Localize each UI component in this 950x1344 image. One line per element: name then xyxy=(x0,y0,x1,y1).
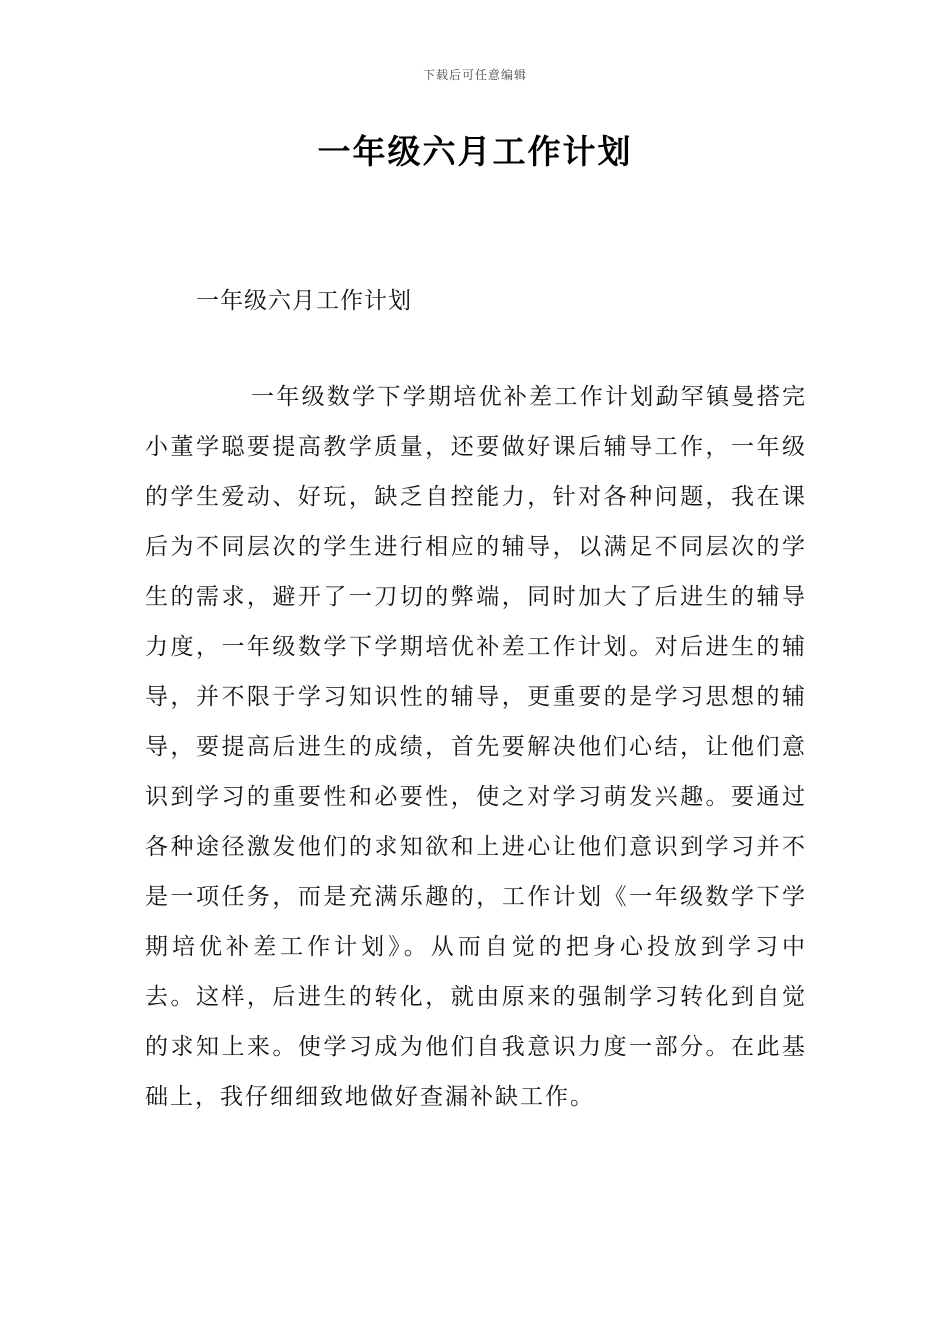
header-note: 下载后可任意编辑 xyxy=(422,68,527,82)
document-title: 一年级六月工作计划 xyxy=(317,132,633,171)
body-paragraph: 一年级数学下学期培优补差工作计划勐罕镇曼搭完小董学聪要提高教学质量，还要做好课后辅导工作，一年级的学生爱动、好玩，缺乏自控能力，针对各种问题，我在课后为不同层次的学生进行相应的辅导，以满足不同层次的学生的需求，避开了一刀切的弊端，同时加大了后进生的辅导力度，一年级数学下学期培优补差工作计划。对后进生的辅导，并不限于学习知识性的辅导，更重要的是学习思想的辅导，要提高后进生的成绩，首先要解决他们心结，让他们意识到学习的重要性和必要性，使之对学习萌发兴趣。要通过各种途径激发他们的求知欲和上进心让他们意识到学习并不是一项任务，而是充满乐趣的，工作计划《一年级数学下学期培优补差工作计划》。从而自觉的把身心投放到学习中去。这样，后进生的转化，就由原来的强制学习转化到自觉的求知上来。使学习成为他们自我意识力度一部分。在此基础上，我仔细细致地做好查漏补缺工作。 xyxy=(145,384,807,1110)
document-subtitle: 一年级六月工作计划 xyxy=(196,288,412,314)
